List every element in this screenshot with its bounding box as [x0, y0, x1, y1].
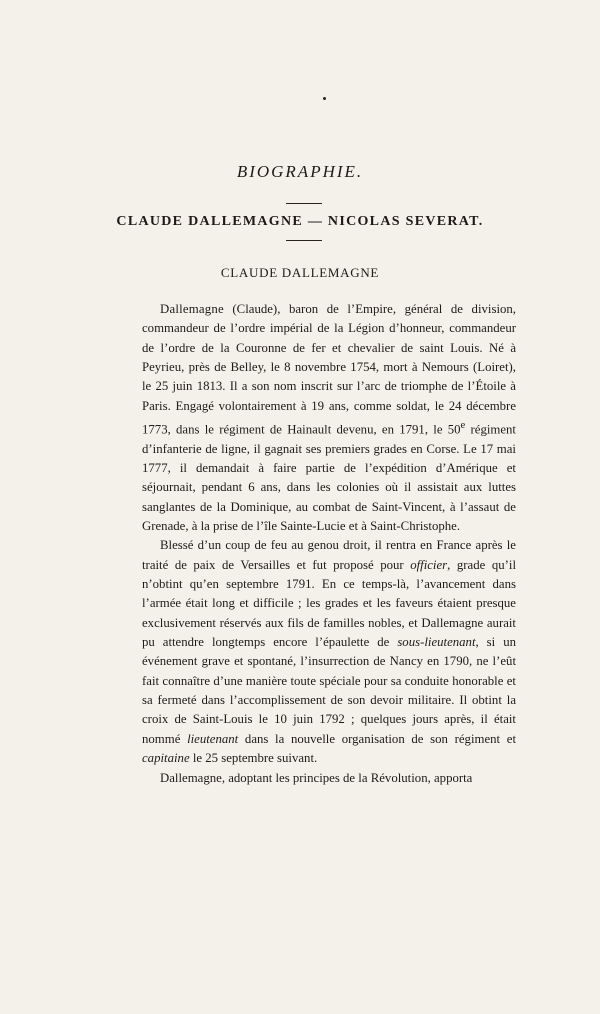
page-subtitle: CLAUDE DALLEMAGNE — NICOLAS SEVERAT.	[116, 214, 484, 229]
paragraph-text: régiment d’infanterie de ligne, il gagnait ses premiers grades en Corse. Le 17 mai 1777, il demandait à faire partie de l’expédition d’Amérique et séjournait, pendant 6 ans, dans les colonies où il assistait aux luttes sanglantes de la Dominique, au combat de Saint-Vincent, à l’assaut de Grenade, à la prise de l’île Sainte-Lucie et à Saint-Christophe.	[142, 422, 516, 534]
paragraph-text: Blessé d’un coup de feu au genou droit, il rentra en France après le traité de paix de Versailles et fut proposé pour	[142, 538, 516, 572]
ink-dot	[323, 97, 326, 100]
italic-term: officier	[410, 557, 448, 572]
paragraph-text: le 25 septembre suivant.	[189, 751, 318, 766]
paragraph-text: , grade qu’il n’obtint qu’en septembre 1791. En ce temps-là, l’avancement dans l’armée était long et difficile ; les grades et les faveurs étaient presque exclusivement réservés aux fils de familles nobles, et Dallemagne aurait pu attendre longtemps encore l’épaulette de	[142, 557, 517, 650]
title-rule	[286, 203, 322, 204]
paragraph-2	[142, 536, 516, 768]
page-title: BIOGRAPHIE.	[236, 162, 364, 181]
italic-term: capitaine	[142, 751, 190, 766]
ordinal-superscript: e	[460, 420, 466, 432]
body-text	[142, 300, 516, 788]
section-title: CLAUDE DALLEMAGNE	[220, 265, 380, 280]
paragraph-3	[142, 769, 516, 788]
paragraph-1	[142, 300, 516, 536]
italic-term: sous-lieutenant	[397, 635, 476, 650]
lead-word: Dallemagne	[160, 302, 224, 316]
paragraph-text: dans la nouvelle organisation de son régiment et	[238, 731, 516, 746]
paragraph-text: Dallemagne, adoptant les principes de la Révolution, apporta	[160, 770, 473, 785]
italic-term: lieutenant	[187, 731, 239, 746]
paragraph-text: (Claude), baron de l’Empire, général de division, commandeur de l’ordre impérial de la Légion d’honneur, commandeur de l’ordre de la Couronne de fer et chevalier de saint Louis. Né à Peyrieu, près de Belley, le 8 novembre 1754, mort à Nemours (Loiret), le 25 juin 1813. Il a son nom inscrit sur l’arc de triomphe de l’Étoile à Paris. Engagé volontairement à 19 ans, comme soldat, le 24 décembre 1773, dans le régiment de Hainault devenu, en 1791, le 50	[142, 302, 516, 437]
paragraph-text: , si un événement grave et spontané, l’insurrection de Nancy en 1790, ne l’eût fait connaître d’une manière toute spéciale pour sa conduite honorable et sa fermeté dans l’accomplissement de son devoir militaire. Il obtint la croix de Saint-Louis le 10 juin 1792 ; quelques jours après, il était nommé	[142, 635, 516, 746]
subtitle-rule	[286, 240, 322, 241]
